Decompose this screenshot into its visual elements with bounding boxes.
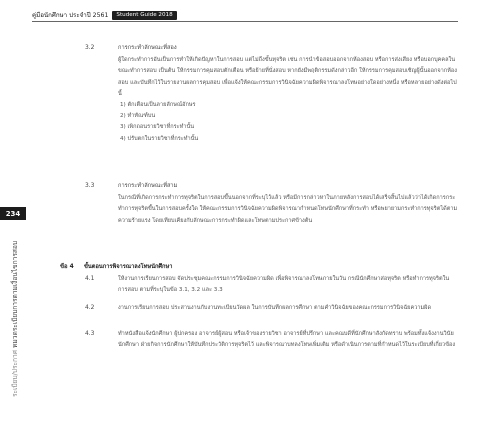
item-number-4-3: 4.3 (85, 331, 95, 337)
section-heading-3-3: การกระทำลักษณะที่สาม (118, 183, 178, 189)
penalty-list (120, 100, 420, 145)
clause-heading-4: ขั้นตอนการพิจารณาลงโทษนักศึกษา (84, 264, 173, 270)
section-number-3-3: 3.3 (85, 183, 95, 189)
page-number-tab: 234 (0, 207, 26, 220)
guide-title: คู่มือนักศึกษา ประจำปี 2561 (32, 12, 109, 19)
list-item: 3) เพิกถอนรายวิชาที่กระทำนั้น (120, 124, 195, 131)
section-body-3-2 (118, 55, 458, 100)
section-body-3-3 (118, 193, 458, 227)
item-text-4-2 (118, 303, 458, 314)
paragraph-3-3: ในกรณีที่เกิดการกระทำการทุจริตในการสอบขึ้นนอกจากที่ระบุไว้แล้ว หรือมีการกล่าวหาในภายหลังการสอบได้เสร็จสิ้นไปแล้วว่าได้เกิดการกระทำการทุจริตขึ้นในการสอบครั้งใด ให้คณะกรรมการวินิจฉัยความผิดพิจารณากำหนดโทษนักศึกษาที่กระทำ หรือพยายามกระทำการทุจริตได้ตามความร้ายแรง โดยเทียบเคียงกับลักษณะการกระทำผิดและโทษตามประกาศข้างต้น (118, 195, 458, 224)
guide-badge: Student Guide 2018 (112, 11, 176, 20)
section-number-3-2: 3.2 (85, 45, 95, 51)
item-text-4-1 (118, 274, 458, 297)
paragraph-4-1: ให้งานการเรียนการสอบ จัดประชุมคณะกรรมการวินิจฉัยความผิด เพื่อพิจารณาลงโทษภายในวัน กรณีนักศึกษาส่อทุจริต หรือทำการทุจริตในการสอบ ตามที่ระบุในข้อ 3.1, 3.2 และ 3.3 (118, 276, 450, 294)
item-number-4-2: 4.2 (85, 305, 95, 311)
list-item: 1) ตักเตือนเป็นลายลักษณ์อักษร (120, 102, 196, 108)
clause-number-4: ข้อ 4 (60, 264, 74, 270)
section-heading-3-2: การกระทำลักษณะที่สอง (118, 45, 177, 51)
list-item: 4) ปรับตกในรายวิชาที่กระทำนั้น (120, 135, 199, 142)
list-item: 2) ทำทัณฑ์บน (120, 113, 156, 120)
paragraph-4-2: งานการเรียนการสอบ ประสานงานกับงานทะเบียนวัดผล ในการบันทึกผลการศึกษา ตามคำวินิจฉัยของคณะกรรมการวินิจฉัยความผิด (118, 305, 432, 311)
item-text-4-3 (118, 329, 458, 352)
paragraph-3-2: ผู้ใดกระทำการอันเป็นการทำให้เกิดปัญหาในการสอบ แต่ไม่ถึงขั้นทุจริต เช่น การนำข้อสอบออกจากห้องสอบ หรือการส่งเสียง หรือบอกบุคคลในขณะทำการสอบ เป็นต้น ให้กรรมการคุมสอบตักเตือน หรือย้ายที่นั่งสอบ หากยังมีพฤติกรรมดังกล่าวอีก ให้กรรมการคุมสอบเชิญผู้นั้นออกจากห้องสอบ และบันทึกไว้ในรายงานผลการคุมสอบ เพื่อแจ้งให้คณะกรรมการวินิจฉัยความผิดพิจารณาลงโทษอย่างใดอย่างหนึ่ง หรือหลายอย่างดังต่อไปนี้ (118, 57, 457, 97)
item-number-4-1: 4.1 (85, 276, 95, 282)
paragraph-4-3: ทำหนังสือแจ้งนักศึกษา ผู้ปกครอง อาจารย์ผู้สอน หรือเจ้าของรายวิชา อาจารย์ที่ปรึกษา และคณบดีที่นักศึกษาสังกัดทราบ พร้อมทั้งแจ้งงานวินัยนักศึกษา ฝ่ายกิจการนักศึกษาให้บันทึกประวัติการทุจริตไว้ และพิจารณาบทลงโทษเพิ่มเติม หรือดำเนินการตามที่กำหนดไว้ในระเบียบที่เกี่ยวข้อง (118, 331, 456, 349)
vertical-label-light: ระเบียบ/ประกาศ (11, 350, 19, 397)
vertical-label-main: หมวดระเบียบการตามเงื่อนไขการสอบ (11, 240, 19, 348)
